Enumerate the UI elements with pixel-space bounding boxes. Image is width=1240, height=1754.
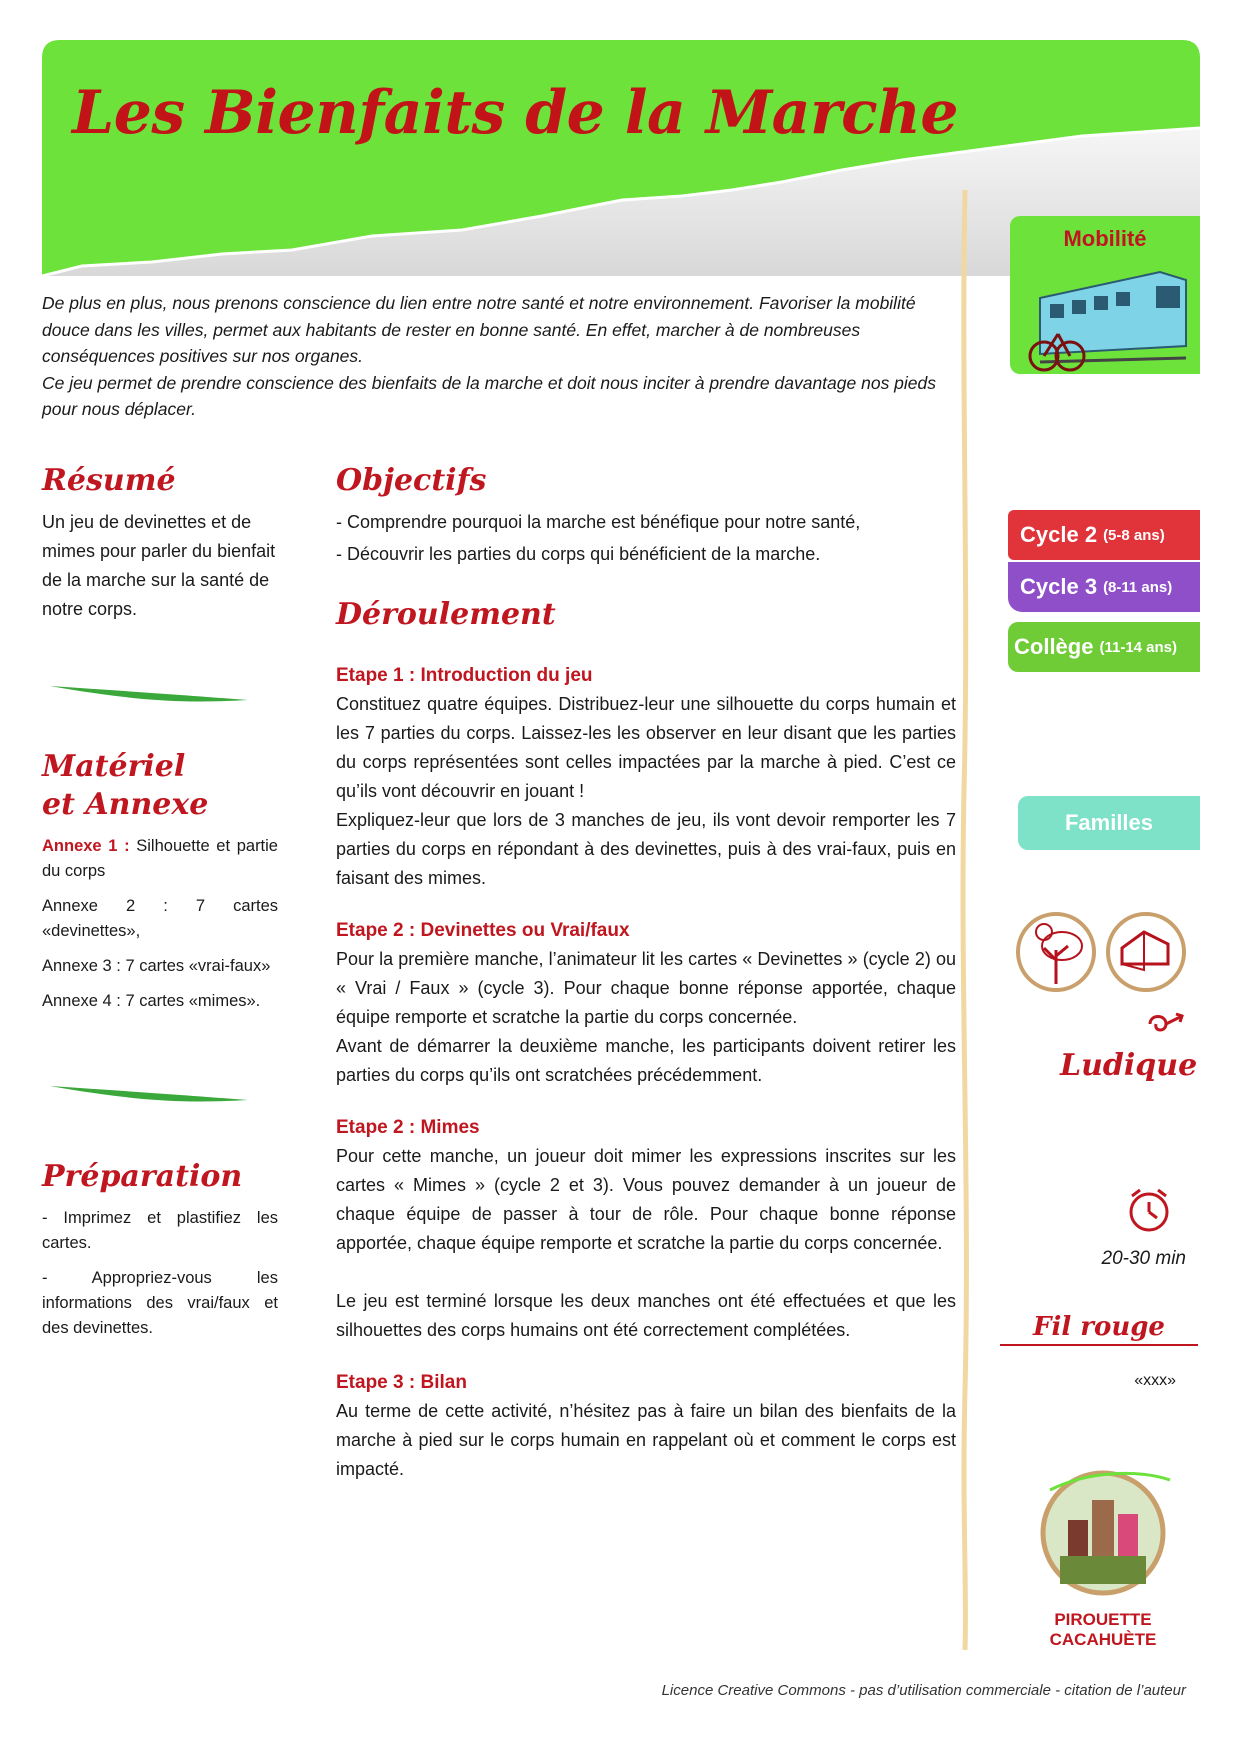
fil-rouge-value: «xxx» <box>1134 1372 1176 1389</box>
vertical-divider <box>958 190 972 1650</box>
mobilite-label: Mobilité <box>1063 226 1147 251</box>
familles-badge: Familles <box>1018 796 1200 850</box>
ludique-swirl-icon <box>1146 1010 1186 1038</box>
materiel-title <box>42 748 208 824</box>
logo-line-2: CACAHUÈTE <box>1049 1630 1157 1649</box>
annexe-2: Annexe 2 : 7 cartes «devinettes», <box>42 897 278 940</box>
leaf-divider-2 <box>50 1082 250 1106</box>
step-3-title: Etape 2 : Mimes <box>336 1117 480 1138</box>
annexe-1 <box>42 834 278 884</box>
step-2-title: Etape 2 : Devinettes ou Vrai/faux <box>336 920 630 941</box>
cycle-3-badge <box>1008 562 1200 612</box>
intro-text-2: Ce jeu permet de prendre conscience des bienfaits de la marche et doit nous inciter à prendre davantage nos pieds pour nous déplacer. <box>42 372 937 419</box>
step-3-text: Pour cette manche, un joueur doit mimer les expressions inscrites sur les cartes « Mimes » (cycle 2 et 3). Vous pouvez demander à un joueur de chaque équipe de passer à tour de rôle. Pour chaque bonne réponse apportée, chaque équipe remporte et scratche la partie du corps concernée. <box>336 1146 956 1253</box>
preparation-item-1: - Imprimez et plastifiez les cartes. <box>42 1209 278 1252</box>
intro <box>42 290 954 423</box>
cycle-2-label: Cycle 2 <box>1020 522 1098 547</box>
step-4-title: Etape 3 : Bilan <box>336 1372 467 1393</box>
logo-emblem <box>1030 1460 1176 1606</box>
resume-title: Résumé <box>42 463 176 498</box>
resume-text: Un jeu de devinettes et de mimes pour parler du bienfait de la marche sur la santé de notre corps. <box>42 512 276 619</box>
ludique-label: Ludique <box>1060 1048 1198 1083</box>
pirouette-logo <box>1030 1460 1176 1660</box>
annexe-list <box>42 834 278 1014</box>
fil-rouge-label: Fil rouge <box>1000 1310 1198 1346</box>
objectifs-item-1: - Comprendre pourquoi la marche est bénéfique pour notre santé, <box>336 512 861 532</box>
duration-label: 20-30 min <box>1101 1248 1186 1269</box>
annexe-3: Annexe 3 : 7 cartes «vrai-faux» <box>42 957 271 975</box>
footer-license: Licence Creative Commons - pas d’utilisation commerciale - citation de l’auteur <box>661 1682 1186 1699</box>
preparation-item-2: - Appropriez-vous les informations des vrai/faux et des devinettes. <box>42 1269 278 1337</box>
house-icon <box>1108 914 1184 990</box>
objectifs-item-2: - Découvrir les parties du corps qui bénéficient de la marche. <box>336 544 821 564</box>
cycle-3-label: Cycle 3 <box>1020 574 1098 599</box>
step-1-text-2: Expliquez-leur que lors de 3 manches de jeu, ils vont devoir remporter les 7 parties du corps en répondant à des devinettes, puis à des vrai-faux, puis en faisant des mimes. <box>336 810 956 888</box>
mobilite-tile <box>1010 216 1200 374</box>
college-badge <box>1008 622 1200 672</box>
intro-text: De plus en plus, nous prenons conscience du lien entre notre santé et notre environnement. Favoriser la mobilité douce dans les villes, permet aux habitants de rester en bonne santé. En effet, marcher à de nombreuses conséquences positives sur nos organes. <box>42 293 916 366</box>
logo-line-1: PIROUETTE <box>1054 1610 1152 1629</box>
objectifs-title: Objectifs <box>336 463 487 498</box>
annexe-1-text: Silhouette et partie du corps <box>42 837 278 880</box>
annexe-4: Annexe 4 : 7 cartes «mimes». <box>42 992 261 1010</box>
step-1-text: Constituez quatre équipes. Distribuez-leur une silhouette du corps humain et les 7 parties du corps. Laissez-les les observer en leur disant que les parties du corps représentées sont celles impactées par la marche à pied. C’est ce qu’ils vont découvrir en jouant ! <box>336 694 956 801</box>
cycle-2-age: (5-8 ans) <box>1103 526 1165 544</box>
annexe-1-label: Annexe 1 : <box>42 837 130 855</box>
tree-sun-icon <box>1018 914 1094 990</box>
cycle-3-age: (8-11 ans) <box>1103 578 1173 596</box>
preparation-list <box>42 1206 278 1341</box>
college-age: (11-14 ans) <box>1099 638 1178 656</box>
college-label: Collège <box>1014 634 1094 659</box>
deroulement-steps <box>336 662 956 1484</box>
step-3-text-2: Le jeu est terminé lorsque les deux manches ont été effectuées et que les silhouettes des corps humains ont été correctement complétées. <box>336 1291 956 1340</box>
clock-icon <box>1124 1184 1174 1236</box>
outdoor-indoor-icons <box>1010 906 1196 1002</box>
leaf-divider <box>50 682 250 706</box>
preparation-title: Préparation <box>42 1159 243 1194</box>
cycle-2-badge <box>1008 510 1200 560</box>
materiel-title-line1: Matériel <box>42 749 186 784</box>
page-title: Les Bienfaits de la Marche <box>72 78 959 148</box>
materiel-title-line2: et Annexe <box>42 787 209 822</box>
logo-text <box>1030 1610 1176 1650</box>
step-2-text: Pour la première manche, l’animateur lit les cartes « Devinettes » (cycle 2) ou « Vrai / Faux » (cycle 3). Pour chaque bonne réponse apportée, chaque équipe remporte et scratche la partie du corps concernée. <box>336 949 956 1027</box>
deroulement-title: Déroulement <box>336 597 556 632</box>
step-1-title: Etape 1 : Introduction du jeu <box>336 665 593 686</box>
step-2-text-2: Avant de démarrer la deuxième manche, les participants doivent retirer les parties du corps qu’ils ont scratchées précédemment. <box>336 1036 956 1085</box>
step-4-text: Au terme de cette activité, n’hésitez pas à faire un bilan des bienfaits de la marche à pied sur le corps humain en rappelant où et comment le corps est impacté. <box>336 1401 956 1479</box>
train-icon <box>1010 258 1200 374</box>
